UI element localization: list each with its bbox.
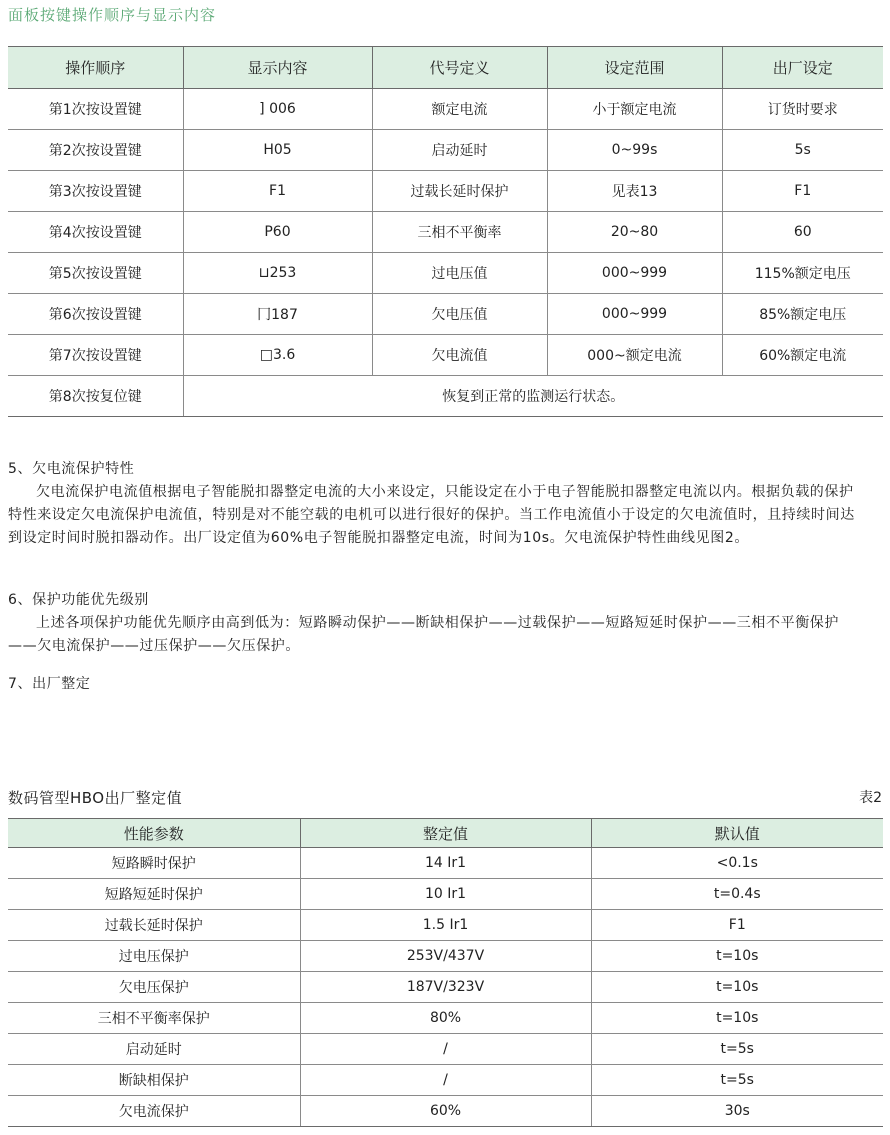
header-cell: 代号定义	[372, 47, 547, 89]
table-cell: 过电压保护	[8, 941, 300, 972]
table-row	[8, 1034, 883, 1065]
table-cell: ] 006	[183, 89, 372, 130]
table-cell: F1	[722, 171, 883, 212]
table-cell: t=5s	[591, 1034, 883, 1065]
section-7-heading: 7、出厂整定	[8, 676, 91, 692]
table-cell: 85%额定电压	[722, 294, 883, 335]
table-cell: 过载长延时保护	[372, 171, 547, 212]
table-cell: F1	[591, 910, 883, 941]
table-header-row	[8, 47, 883, 89]
table-cell: 小于额定电流	[547, 89, 722, 130]
table-2-title: 数码管型HBO出厂整定值	[8, 789, 183, 807]
table-cell: 冂187	[183, 294, 372, 335]
table-cell: 欠电流保护	[8, 1096, 300, 1127]
table-cell: 启动延时	[372, 130, 547, 171]
table-cell: t=5s	[591, 1065, 883, 1096]
table-row	[8, 941, 883, 972]
table-cell: 5s	[722, 130, 883, 171]
table-cell: 欠电流值	[372, 335, 547, 376]
table-cell: 10 Ir1	[300, 879, 591, 910]
table-cell: 第5次按设置键	[8, 253, 183, 294]
table-cell: t=0.4s	[591, 879, 883, 910]
table-cell: 欠电压值	[372, 294, 547, 335]
table-cell: 断缺相保护	[8, 1065, 300, 1096]
panel-key-table	[8, 46, 883, 417]
table-cell: F1	[183, 171, 372, 212]
table-cell: 253V/437V	[300, 941, 591, 972]
table-cell: 过载长延时保护	[8, 910, 300, 941]
table-cell: 80%	[300, 1003, 591, 1034]
table-row	[8, 376, 883, 417]
table-row	[8, 212, 883, 253]
table-cell: 欠电压保护	[8, 972, 300, 1003]
section-5-body: 欠电流保护电流值根据电子智能脱扣器整定电流的大小来设定，只能设定在小于电子智能脱扣器整定电流以内。根据负载的保护特性来设定欠电流保护电流值，特别是对不能空载的电机可以进行很好的保护。当工作电流值小于设定的欠电流值时，且持续时间达到设定时间时脱扣器动作。出厂设定值为60%电子智能脱扣器整定电流，时间为10s。欠电流保护特性曲线见图2。	[8, 484, 855, 546]
table-cell: 60%	[300, 1096, 591, 1127]
table-cell: t=10s	[591, 972, 883, 1003]
table-row	[8, 294, 883, 335]
table-row	[8, 910, 883, 941]
table-row	[8, 1065, 883, 1096]
table-cell: <0.1s	[591, 848, 883, 879]
table-cell: 短路瞬时保护	[8, 848, 300, 879]
table-cell: 30s	[591, 1096, 883, 1127]
header-cell: 设定范围	[547, 47, 722, 89]
table-cell: 000~额定电流	[547, 335, 722, 376]
table-cell: □3.6	[183, 335, 372, 376]
section-5-heading: 5、欠电流保护特性	[8, 461, 135, 477]
table-cell: ⊔253	[183, 253, 372, 294]
factory-setting-table	[8, 818, 883, 1127]
table-cell: /	[300, 1065, 591, 1096]
table-cell: P60	[183, 212, 372, 253]
table-row	[8, 253, 883, 294]
header-cell: 整定值	[300, 819, 591, 848]
table-cell: 额定电流	[372, 89, 547, 130]
header-cell: 出厂设定	[722, 47, 883, 89]
table-cell: t=10s	[591, 1003, 883, 1034]
table-cell: 第2次按设置键	[8, 130, 183, 171]
table-cell: 第7次按设置键	[8, 335, 183, 376]
table-cell: t=10s	[591, 941, 883, 972]
table-cell: 短路短延时保护	[8, 879, 300, 910]
table-2-number: 表2	[859, 790, 882, 806]
table-row	[8, 89, 883, 130]
table-cell: 第8次按复位键	[8, 376, 183, 417]
section-6-body: 上述各项保护功能优先顺序由高到低为：短路瞬动保护——断缺相保护——过载保护——短路短延时保护——三相不平衡保护——欠电流保护——过压保护——欠压保护。	[8, 615, 839, 654]
table-cell: 订货时要求	[722, 89, 883, 130]
table-row	[8, 1003, 883, 1034]
table-cell: 三相不平衡率保护	[8, 1003, 300, 1034]
table-cell: 第4次按设置键	[8, 212, 183, 253]
table-row	[8, 1096, 883, 1127]
table-cell: H05	[183, 130, 372, 171]
table-cell: 60%额定电流	[722, 335, 883, 376]
header-cell: 默认值	[591, 819, 883, 848]
section-6-heading: 6、保护功能优先级别	[8, 592, 149, 608]
table-cell: /	[300, 1034, 591, 1065]
table-row	[8, 848, 883, 879]
table-row	[8, 972, 883, 1003]
table-cell: 三相不平衡率	[372, 212, 547, 253]
table-cell: 000~999	[547, 253, 722, 294]
table-cell: 第3次按设置键	[8, 171, 183, 212]
table-cell: 见表13	[547, 171, 722, 212]
table-cell: 000~999	[547, 294, 722, 335]
table-cell: 115%额定电压	[722, 253, 883, 294]
table-cell: 14 Ir1	[300, 848, 591, 879]
table-row	[8, 879, 883, 910]
table-cell: 1.5 Ir1	[300, 910, 591, 941]
section-title: 面板按键操作顺序与显示内容	[8, 6, 217, 24]
table-cell: 过电压值	[372, 253, 547, 294]
table-cell: 启动延时	[8, 1034, 300, 1065]
header-cell: 操作顺序	[8, 47, 183, 89]
table-cell: 187V/323V	[300, 972, 591, 1003]
table-cell: 60	[722, 212, 883, 253]
table-cell: 第1次按设置键	[8, 89, 183, 130]
table-cell: 0~99s	[547, 130, 722, 171]
table-row	[8, 130, 883, 171]
table-cell-merged: 恢复到正常的监测运行状态。	[183, 376, 883, 417]
table-row	[8, 335, 883, 376]
header-cell: 性能参数	[8, 819, 300, 848]
table-cell: 第6次按设置键	[8, 294, 183, 335]
table-row	[8, 171, 883, 212]
header-cell: 显示内容	[183, 47, 372, 89]
table-cell: 20~80	[547, 212, 722, 253]
table-header-row	[8, 819, 883, 848]
